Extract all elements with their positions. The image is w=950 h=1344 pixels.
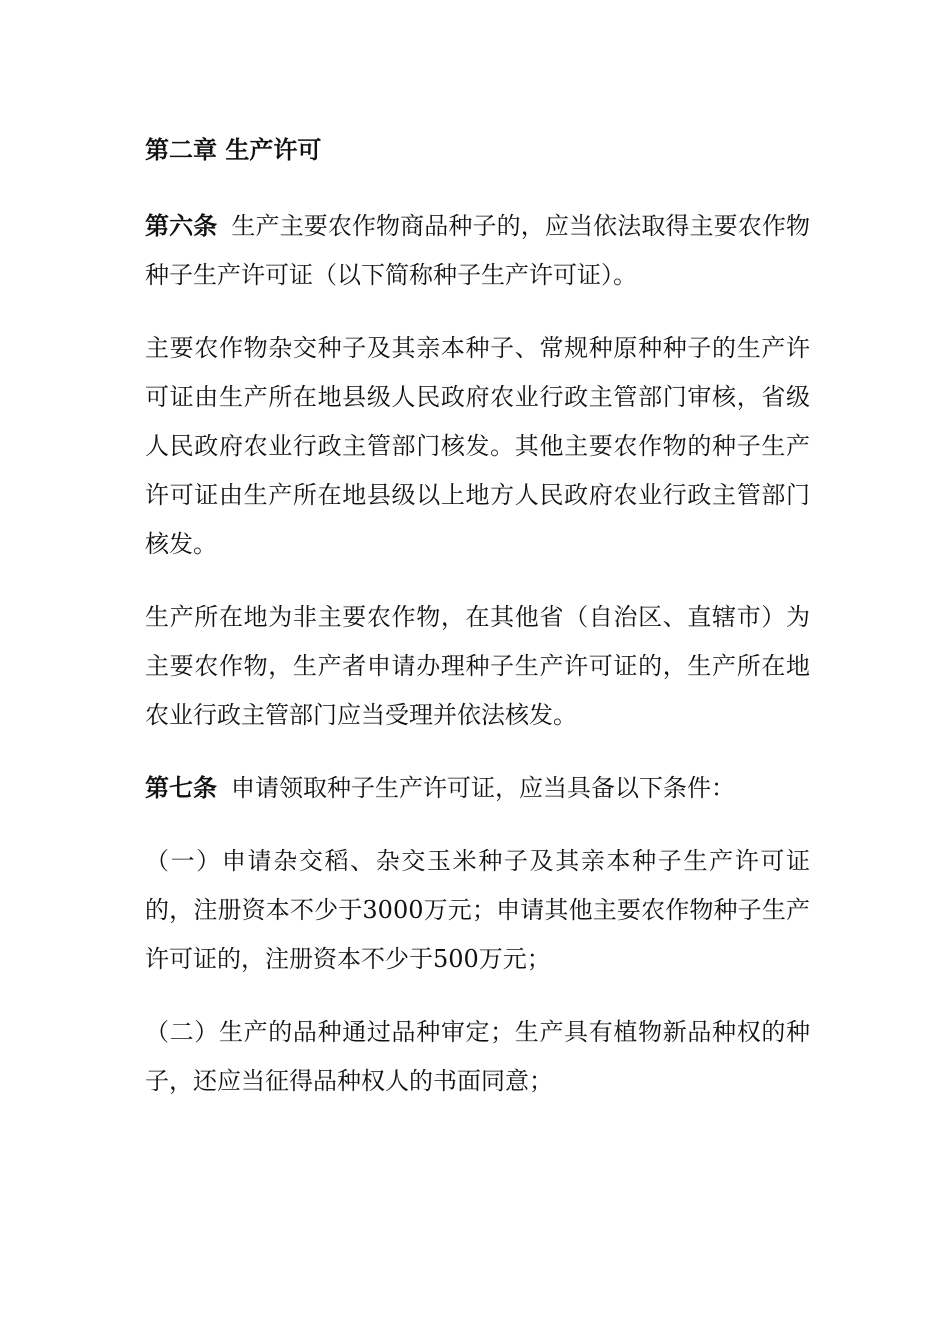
article-6-text: 生产主要农作物商品种子的，应当依法取得主要农作物种子生产许可证（以下简称种子生产许可证）。 <box>145 212 811 289</box>
chapter-title: 第二章 生产许可 <box>145 136 322 164</box>
article-7-item-2 <box>145 1008 810 1106</box>
article-6-label: 第六条 <box>145 212 218 240</box>
article-6-paragraph <box>145 202 810 300</box>
article-7-item-1 <box>145 837 810 984</box>
article-6-clause-3 <box>145 593 810 740</box>
paragraph-text: （二）生产的品种通过品种审定；生产具有植物新品种权的种子，还应当征得品种权人的书面同意； <box>145 1018 810 1095</box>
document-page <box>145 128 810 1130</box>
paragraph-text: 主要农作物杂交种子及其亲本种子、常规种原种种子的生产许可证由生产所在地县级人民政府农业行政主管部门审核，省级人民政府农业行政主管部门核发。其他主要农作物的种子生产许可证由生产所在地县级以上地方人民政府农业行政主管部门核发。 <box>145 334 810 558</box>
article-7-label: 第七条 <box>145 774 217 802</box>
article-6-clause-2 <box>145 324 810 569</box>
article-7-paragraph <box>145 764 810 813</box>
paragraph-text: （一）申请杂交稻、杂交玉米种子及其亲本种子生产许可证的，注册资本不少于3000万元；申请其他主要农作物种子生产许可证的，注册资本不少于500万元； <box>145 847 810 973</box>
paragraph-text: 生产所在地为非主要农作物，在其他省（自治区、直辖市）为主要农作物，生产者申请办理种子生产许可证的，生产所在地农业行政主管部门应当受理并依法核发。 <box>145 603 810 729</box>
article-7-text: 申请领取种子生产许可证，应当具备以下条件： <box>231 774 735 802</box>
